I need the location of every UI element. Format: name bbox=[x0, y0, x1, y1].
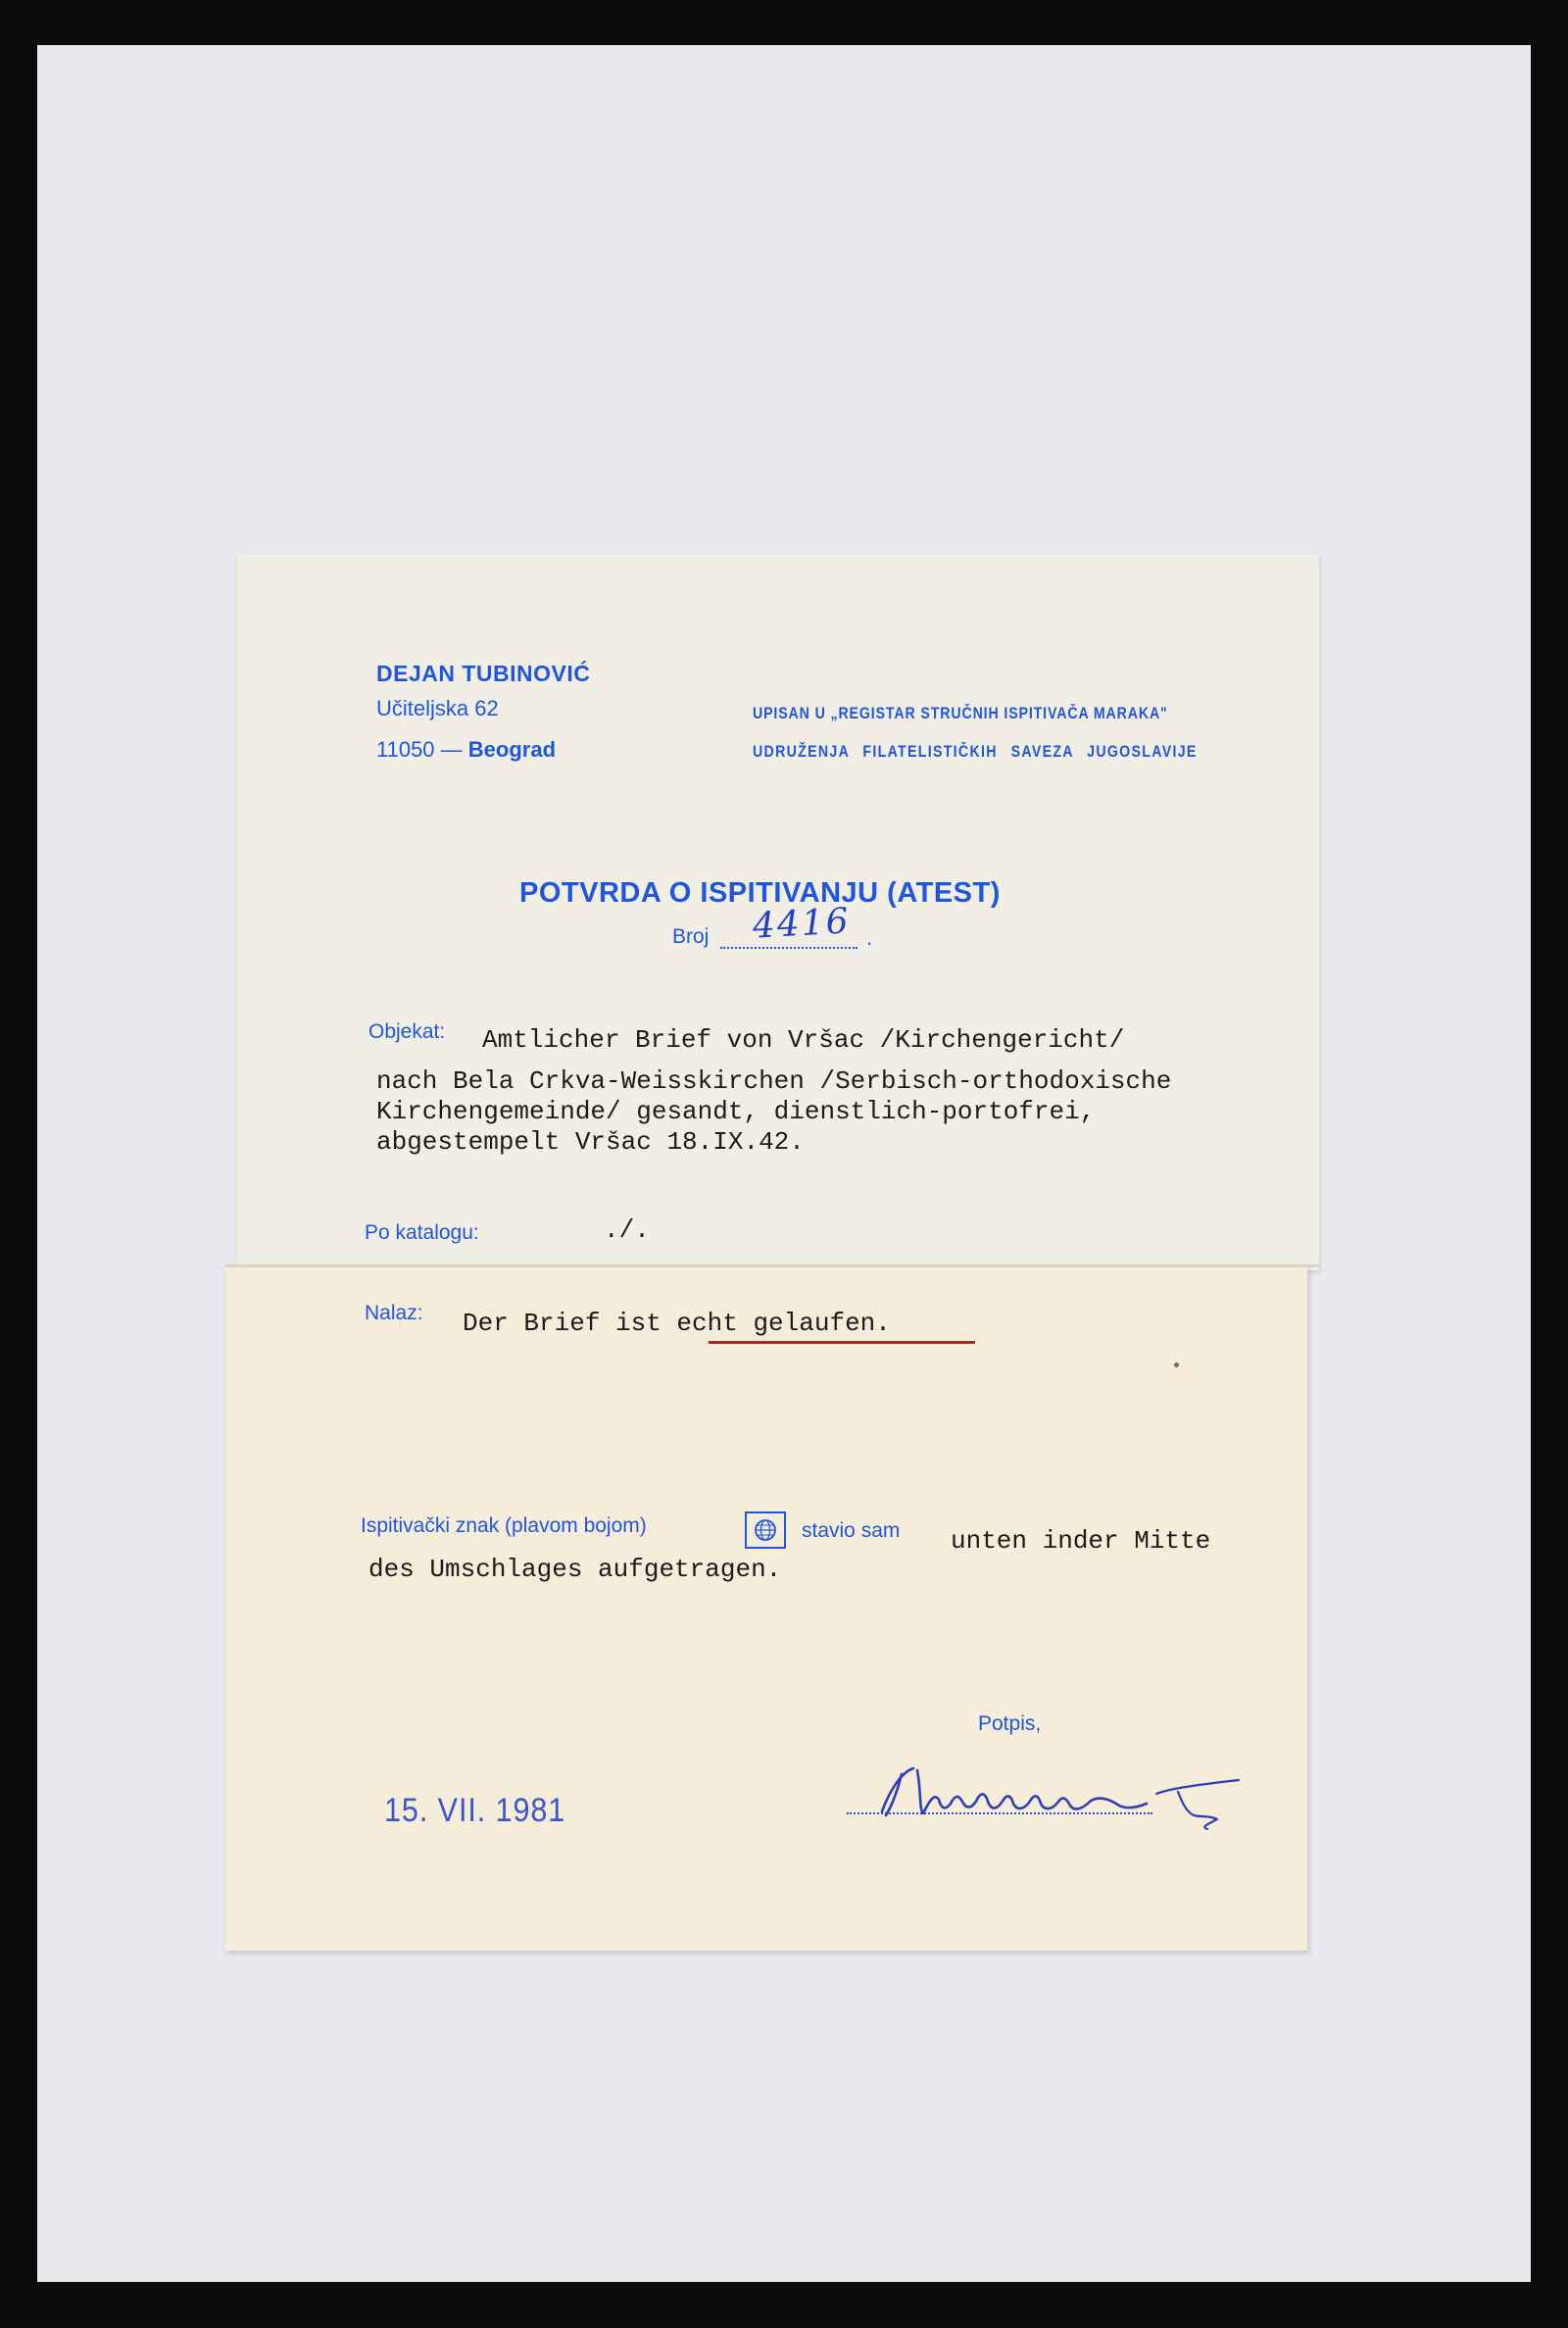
number-dot: . bbox=[866, 925, 873, 950]
examiner-street: Učiteljska 62 bbox=[376, 696, 499, 720]
certificate-number: 4416 bbox=[751, 901, 852, 947]
finding-label: Nalaz: bbox=[365, 1302, 423, 1324]
number-dotted-line bbox=[720, 947, 858, 949]
city: Beograd bbox=[467, 737, 557, 762]
globe-stamp-icon bbox=[745, 1511, 786, 1549]
object-line-2: nach Bela Crkva-Weisskirchen /Serbisch-orthodoxische bbox=[376, 1066, 1172, 1096]
registry-line-1: UPISAN U „REGISTAR STRUČNIH ISPITIVAČA MARAKA" bbox=[753, 705, 1168, 722]
catalog-value: ./. bbox=[604, 1215, 650, 1245]
object-line-4: abgestempelt Vršac 18.IX.42. bbox=[376, 1127, 805, 1157]
object-label: Objekat: bbox=[368, 1020, 446, 1043]
object-line-3: Kirchengemeinde/ gesandt, dienstlich-portofrei, bbox=[376, 1097, 1096, 1126]
certificate-sheet-bottom bbox=[225, 1264, 1307, 1951]
signature-label: Potpis, bbox=[978, 1712, 1042, 1735]
mark-label: Ispitivački znak (plavom bojom) bbox=[361, 1514, 647, 1537]
date-stamp: 15. VII. 1981 bbox=[384, 1792, 566, 1829]
finding-text: Der Brief ist echt gelaufen. bbox=[463, 1309, 891, 1338]
handwritten-signature bbox=[862, 1751, 1245, 1844]
examiner-name: DEJAN TUBINOVIĆ bbox=[376, 661, 591, 686]
registry-line-2: UDRUŽENJA FILATELISTIČKIH SAVEZA JUGOSLAVIJE bbox=[753, 743, 1198, 761]
mark-text-line-1: unten inder Mitte bbox=[951, 1526, 1211, 1556]
finding-underline bbox=[709, 1341, 975, 1344]
object-line-1: Amtlicher Brief von Vršac /Kirchengericht/ bbox=[482, 1025, 1125, 1055]
mark-placed-label: stavio sam bbox=[802, 1519, 901, 1542]
examiner-city-line bbox=[376, 737, 556, 763]
catalog-label: Po katalogu: bbox=[365, 1221, 479, 1244]
mark-text-line-2: des Umschlages aufgetragen. bbox=[368, 1555, 782, 1584]
number-label: Broj bbox=[672, 925, 710, 948]
document-title: POTVRDA O ISPITIVANJU (ATEST) bbox=[519, 877, 1001, 909]
fold-line bbox=[225, 1264, 1319, 1267]
postcode: 11050 — bbox=[376, 737, 463, 762]
paper-speck bbox=[1174, 1362, 1179, 1367]
